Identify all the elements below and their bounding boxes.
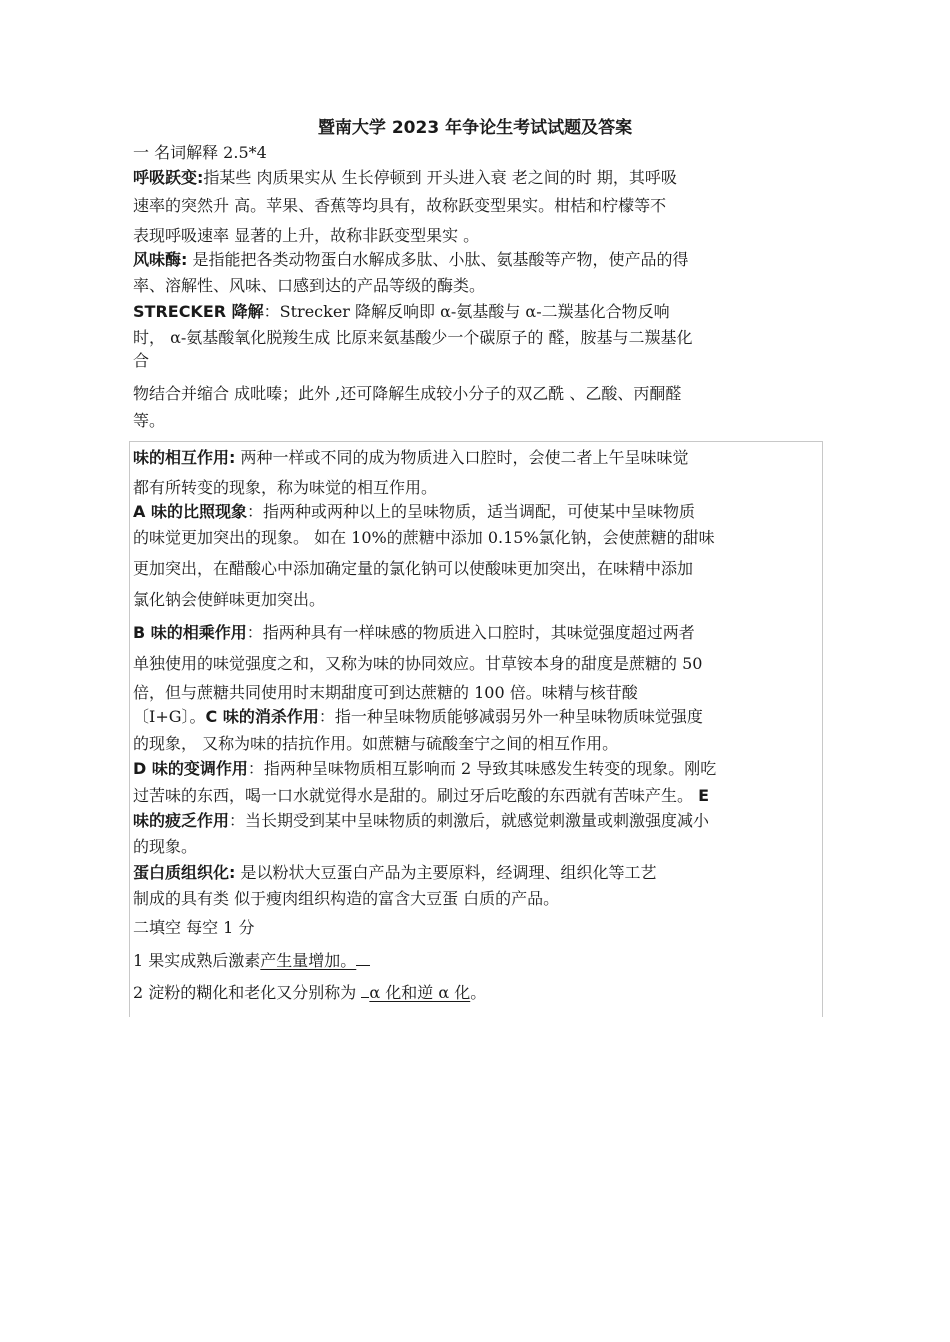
term-label: 呼吸跃变: — [133, 168, 204, 187]
question-text: 。 — [470, 983, 487, 1002]
term-strecker-line3: 合 — [133, 351, 150, 370]
term-text: 〔I+G〕。 — [133, 707, 206, 726]
term-text: 指某些 肉质果实从 生长停顿到 开头进入衰 老之间的时 期，其呼吸 — [203, 168, 677, 187]
term-synergy-line2: 单独使用的味觉强度之和，又称为味的协同效应。甘草铵本身的甜度是蔗糖的 50 — [133, 654, 703, 673]
term-text: ：Strecker 降解反响即 α-氨基酸与 α-二羰基化合物反响 — [263, 302, 670, 321]
term-text: ：指一种呈味物质能够减弱另外一种呈味物质味觉强度 — [318, 707, 703, 726]
term-synergy-line3: 倍，但与蔗糖共同使用时末期甜度可到达蔗糖的 100 倍。味精与核苷酸 — [133, 683, 638, 702]
term-label: 味的疲乏作用 — [133, 811, 230, 830]
term-contrast-line2: 的味觉更加突出的现象。 如在 10%的蔗糖中添加 0.15%氯化钠，会使蔗糖的甜味 — [133, 528, 715, 547]
term-label: 味的相互作用: — [133, 448, 236, 467]
term-contrast — [133, 501, 695, 523]
term-text: 过苦味的东西，喝一口水就觉得水是甜的。刷过牙后吃酸的东西就有苦味产生。 — [133, 786, 699, 805]
term-flavor-enzyme-line2: 率、溶解性、风味、口感到达的产品等级的酶类。 — [133, 276, 486, 295]
term-strecker-line2: 时， α-氨基酸氧化脱羧生成 比原来氨基酸少一个碳原子的 醛，胺基与二羰基化 — [133, 328, 693, 347]
fill-question-1 — [133, 950, 370, 972]
term-strecker — [133, 301, 670, 323]
section-heading-fill: 二填空 每空 1 分 — [133, 918, 255, 937]
term-text: ：指两种具有一样味感的物质进入口腔时，其味觉强度超过两者 — [246, 623, 695, 642]
term-label: D 味的变调作用 — [133, 759, 248, 778]
fill-question-2 — [133, 982, 486, 1004]
term-label: 蛋白质组织化: — [133, 863, 236, 882]
term-fatigue-line2: 的现象。 — [133, 837, 198, 856]
answer-blank — [356, 951, 370, 966]
term-flavor-enzyme — [133, 249, 689, 271]
term-text: 两种一样或不同的成为物质进入口腔时，会使二者上午呈味味觉 — [235, 448, 689, 467]
term-text: ：指两种或两种以上的呈味物质，适当调配，可使某中呈味物质 — [246, 502, 695, 521]
term-strecker-line4: 物结合并缩合 成吡嗪；此外 ,还可降解生成较小分子的双乙酰 、乙酸、丙酮醛 — [133, 384, 682, 403]
term-fatigue — [133, 810, 709, 832]
term-modulation — [133, 758, 716, 780]
term-label-e: E — [698, 786, 710, 805]
term-texturization-line2: 制成的具有类 似于瘦肉组织构造的富含大豆蛋 白质的产品。 — [133, 889, 560, 908]
term-label: A 味的比照现象 — [133, 502, 247, 521]
term-contrast-line3: 更加突出，在醋酸心中添加确定量的氯化钠可以使酸味更加突出，在味精中添加 — [133, 559, 694, 578]
term-text: ：指两种呈味物质相互影响而 2 导致其味感发生转变的现象。刚吃 — [247, 759, 717, 778]
term-text: ：当长期受到某中呈味物质的刺激后，就感觉刺激量或刺激强度减小 — [229, 811, 710, 830]
term-modulation-line2 — [133, 785, 709, 807]
term-text: 是以粉状大豆蛋白产品为主要原料，经调理、组织化等工艺 — [235, 863, 657, 882]
term-strecker-line5: 等。 — [133, 411, 166, 430]
answer-text: 产生量增加。 — [260, 951, 357, 970]
term-respiration — [133, 167, 677, 189]
term-interaction-line2: 都有所转变的现象，称为味觉的相互作用。 — [133, 478, 438, 497]
answer-text: α 化和逆 α 化 — [369, 983, 471, 1002]
term-synergy-line4 — [133, 706, 703, 728]
question-text: 1 果实成熟后激素 — [133, 951, 261, 970]
term-text: 是指能把各类动物蛋白水解成多肽、小肽、氨基酸等产物，使产品的得 — [187, 250, 689, 269]
document-title: 暨南大学 2023 年争论生考试试题及答案 — [317, 118, 633, 138]
term-label: 风味酶: — [133, 250, 188, 269]
term-interaction — [133, 447, 689, 469]
term-label: STRECKER 降解 — [133, 302, 264, 321]
question-text: 2 淀粉的糊化和老化又分别称为 — [133, 983, 362, 1002]
term-label-c: C 味的消杀作用 — [205, 707, 319, 726]
term-label: B 味的相乘作用 — [133, 623, 247, 642]
term-respiration-line2: 速率的突然升 高。苹果、香蕉等均具有，故称跃变型果实。柑桔和柠檬等不 — [133, 196, 667, 215]
term-contrast-line4: 氯化钠会使鲜味更加突出。 — [133, 590, 326, 609]
term-respiration-line3: 表现呼吸速率 显著的上升，故称非跃变型果实 。 — [133, 226, 480, 245]
term-synergy-line5: 的现象， 又称为味的拮抗作用。如蔗糖与硫酸奎宁之间的相互作用。 — [133, 734, 619, 753]
term-texturization — [133, 862, 657, 884]
section-heading-definitions: 一 名词解释 2.5*4 — [133, 143, 267, 162]
term-synergy — [133, 622, 695, 644]
